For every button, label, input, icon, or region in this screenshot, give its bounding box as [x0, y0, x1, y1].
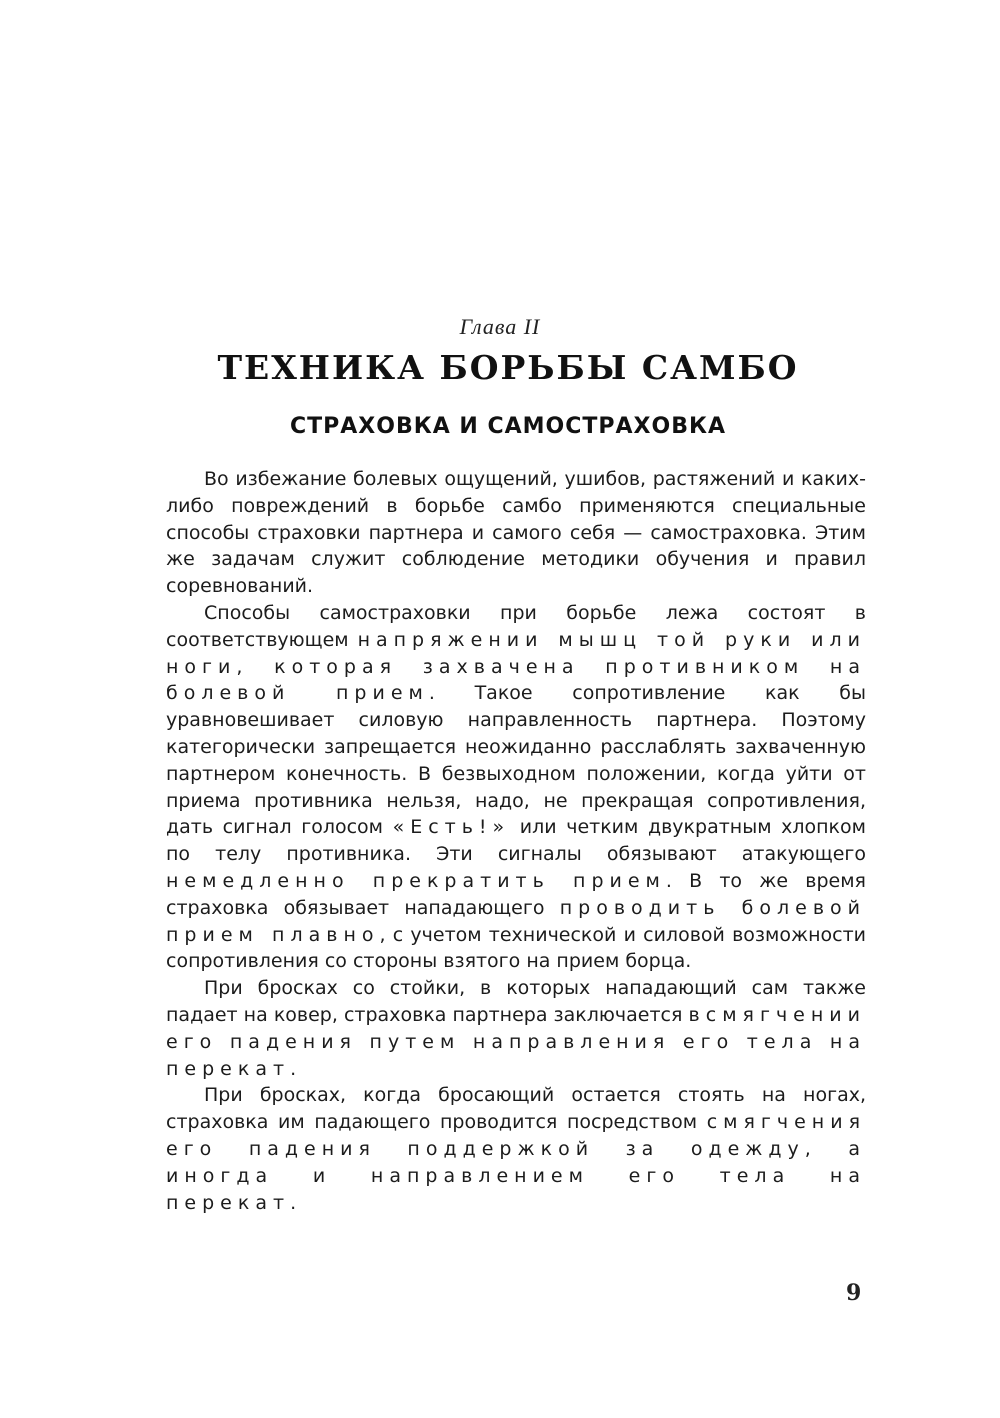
paragraph-3-text: При бросках со стойки, в которых нападающий сам также падает на ковер, страховка партнера заключается в [166, 977, 866, 1026]
paragraph-2-text: . В то же время страховка обязывает нападающего [166, 869, 866, 919]
chapter-label: Глава II [459, 314, 541, 339]
paragraph-2 [166, 600, 866, 975]
paragraph-3-spaced-text: смягчении его падения путем направления его тела на перекат [166, 1003, 866, 1080]
paragraph-2-spaced-text: немедленно прекратить прием [166, 869, 666, 892]
paragraph-2-spaced-text: проводить болевой прием плавно [166, 896, 866, 946]
chapter-title: ТЕХНИКА БОРЬБЫ САМБО [217, 348, 799, 387]
paragraph-2-text: , с учетом технической и силовой возможности сопротивления со стороны взятого на прием борца. [166, 923, 866, 973]
paragraph-1: Во избежание болевых ощущений, ушибов, растяжений и каких-либо повреждений в борьбе самбо применяются специальные способы страховки партнера и самого себя — самостраховка. Этим же задачам служит соблюдение методики обучения и правил соревнований. [166, 468, 866, 598]
paragraph-4-text: При бросках, когда бросающий остается стоять на ногах, страховка им падающего проводится посредством [166, 1084, 866, 1134]
paragraph-2-text: . Такое сопротивление как бы уравновешивает силовую направленность партнера. Поэтому категорически запрещается неожиданно расслаблять захваченную партнером конечность. В безвыходном положении, когда уйти от приема противника нельзя, надо, не прекращая сопротивления, дать сигнал голосом [166, 682, 866, 839]
paragraph-3-text: . [290, 1057, 297, 1080]
body-text [166, 466, 866, 1216]
page-number: 9 [846, 1280, 862, 1306]
paragraph-4-text: . [290, 1191, 297, 1214]
paragraph-3 [166, 975, 866, 1082]
paragraph-2-text: Способы самостраховки при борьбе лежа состоят в соответствующем [166, 601, 866, 651]
paragraph-4-spaced-text: смягчения его падения поддержкой за одежду, а иногда и направлением его тела на перекат [166, 1111, 866, 1214]
paragraph-4 [166, 1082, 866, 1216]
paragraph-2-signal-word: «Есть!» [392, 816, 511, 839]
paragraph-2-spaced-text: напряжении мышц той руки или ноги, которая захвачена противником на болевой прием [166, 628, 866, 705]
paragraph-2-text: или четким двукратным хлопком по телу противника. Эти сигналы обязывают атакующего [166, 816, 866, 866]
section-title: СТРАХОВКА И САМОСТРАХОВКА [290, 414, 726, 439]
